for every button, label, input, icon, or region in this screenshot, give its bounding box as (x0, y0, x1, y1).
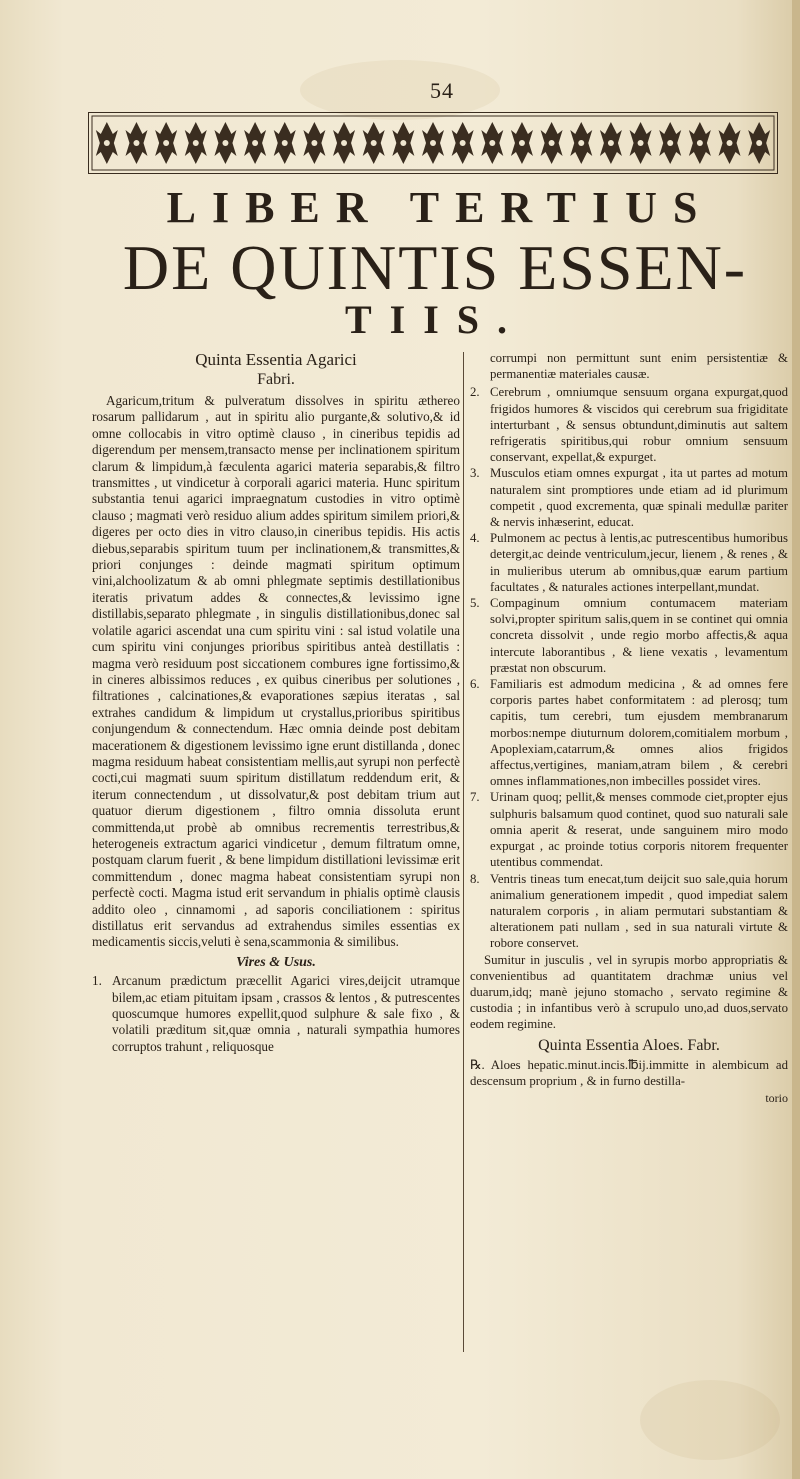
fleuron-dot (608, 140, 614, 146)
item-continuation: corrumpi non permittunt sunt enim persistentiæ & permanentiæ materiales causæ. (490, 351, 788, 382)
fleuron-dot (519, 140, 525, 146)
book-title: LIBER TERTIUS (166, 183, 714, 232)
item-number: 7. (470, 790, 480, 805)
catchword: torio (765, 1090, 788, 1105)
list-item (470, 789, 788, 870)
fleuron-dot (311, 140, 317, 146)
fleuron-dot (756, 140, 762, 146)
fleuron-dot (489, 140, 495, 146)
column-rule (463, 352, 464, 1352)
fleuron-dot (578, 140, 584, 146)
section-author: Fabri. (257, 371, 295, 388)
main-title: DE QUINTIS ESSEN- (122, 232, 748, 303)
item-text: Urinam quoq; pellit,& menses commode ciet,propter ejus sulphuris balsamum quod continet, quod suo naturali sale omnia aperit & reserat, unde sanguinem miro modo expurgat , ac proinde totius corporis nitorem frequenter utentibus commendat. (490, 790, 788, 870)
left-column (92, 350, 460, 1055)
fleuron-dot (371, 140, 377, 146)
page-number: 54 (430, 78, 454, 103)
fleuron-dot (638, 140, 644, 146)
item-text: Pulmonem ac pectus à lentis,ac putrescentibus humoribus detergit,ac deinde ventriculum,jecur, lienem , & renes , & in mulieribus uterum ab omnibus,quæ earum partium facultates , & naturales actiones interpellant,mundat. (490, 531, 788, 594)
fleuron-dot (341, 140, 347, 146)
vires-heading: Vires & Usus. (236, 954, 316, 970)
page-edge (792, 0, 800, 1479)
fleuron-dot (667, 140, 673, 146)
item-number: 1. (92, 973, 102, 989)
item-text: Cerebrum , omniumque sensuum organa expurgat,quod frigidos humores & viscidos qui cerebrum sua frigiditate interturbant , & sensus obtundunt,diminutis aut saltem refrigeratis spiritibus,qui robur omnium sensuum conservant, expellat,& expurget. (490, 385, 788, 465)
fleuron-dot (549, 140, 555, 146)
dosage-text: Sumitur in jusculis , vel in syrupis morbo appropriatis & convenientibus ad quantitatem drachmæ unius vel duarum,idq; manè jejuno stomacho , servato regimine & custodia ; in infantibus verò à scrupulo uno,ad duos,servato eodem regimine. (470, 952, 788, 1032)
fleuron-dot (133, 140, 139, 146)
recipe-body: Agaricum,tritum & pulveratum dissolves in spiritu æthereo rosarum pallidarum , aut in spiritu alio purgante,& solutivo,& id omne collocabis in vitro optimè clauso , in cineribus tepidis ad digerendum per mensem,transacto mense per inclinationem spiritum clarum & limpidum,à fæculenta agarici materia separabis,& filtro transmittes , ut vindicetur à corporali agarici materia. Hunc spiritum substantia tenui agarici impraegnatum custodies in vitro optimè clauso ; magmati verò residuo alium addes spiritum similem priori,& digeres per octo dies in vitro clauso,in cineribus tepidis. His actis diebus,separabis spiritum tuum per inclinationem,& transmittes,& priori conjunges : deinde magmati spiritum optimum vini,alchoolizatum & ab omni phlegmate septimis destillationibus iteratis privatum addes & connectes,& levissimo igne distillabis,separato phlegmate , in singulis distillationibus,donec sal volatile agarici ascendat una cum spiritu vini : sal istud volatile una cum spiritu vini conjunges prioribus spiritibus anteà destillatis : magma verò residuum post siccationem combures igne fortissimo,& in cineres albissimos reduces , ex quibus cineribus per solutiones , filtrationes , calcinationes,& evaporationes sæpius iteratas , sal extrahes candidum & limpidum ut crystallus,prioribus spiritibus conjungendum & connectendum. Hæc omnia deinde post debitam macerationem & digestionem levissimo igne erunt distillanda , donec magma residuum habeat consistentiam mellis,aut syrupi non perfectè cocti,cui magmati suum spiritum distillatum reddendum erit, & iterum connectendum , ut dissolvatur,& post debitam trium aut quatuor dierum digestionem , filtro omnia dissoluta erunt committenda,ut probè ab omnibus recrementis terrestribus,& heterogeneis extractum agarici vindicetur , demum filtratum omne, postquam clarum fuerit , & bene limpidum distillationi levissimæ erit committendum , donec magma habeat consistentiam syrupi non perfectè cocti. Magma istud erit servandum in phialis optimè clausis addito oleo , cinnamomi , ad saporis conciliationem : spiritus distillatus erit servandus ad extrahendus similes essentias ex medicamentis siccis,veluti è sena,scammonia & similibus. (92, 393, 460, 950)
fleuron-dot (727, 140, 733, 146)
item-text: Familiaris est admodum medicina , & ad omnes fere corporis partes habet conformitatem : ad plerosq; tum capitis, tum cerebri, tum ejusdem membranarum morbos:nempe diuturnum dolorem,comitialem morbum , Apoplexiam,catarrum,& omnes alios frigidos affectus,vertigines, maniam,atram bilem , & cerebri omnes inflammationes,non imbecilles possidet vires. (490, 677, 788, 789)
fleuron-dot (282, 140, 288, 146)
item-number: 2. (470, 385, 480, 400)
item-text: Arcanum prædictum præcellit Agarici vires,deijcit utramque bilem,ac etiam pituitam ipsam , crassos & lentos , & putrescentes quoscumque humores expellit,quod sulphure & sale fixo , & volatili præditum sit,quæ omnia , naturali sympathia humores corruptos trahunt , reliquosque (112, 973, 460, 1054)
fleuron-dot (104, 140, 110, 146)
item-text: Ventris tineas tum enecat,tum deijcit suo sale,quia horum animalium generationem impedit , quod impediat salem naturalem corporis , in aliam permutari substantiam & alterationem pati nullam , sed in sua naturali virtute & robore conservet. (490, 871, 788, 951)
fleuron-dot (163, 140, 169, 146)
item-text: Musculos etiam omnes expurgat , ita ut partes ad motum naturalem sint promptiores unde etiam ad id plurimum competit , quod excrementa, quæ spinali medullæ pariter & nervis inhæserint, educat. (490, 466, 788, 530)
list-item (92, 973, 460, 1055)
right-column (470, 350, 788, 1106)
list-item (470, 384, 788, 465)
item-text: Compaginum omnium contumacem materiam solvi,propter spiritum salis,quem in se continet qui omnia concreta dissolvit , unde regio morbo affectis,& aqua intercute laborantibus , & liene vexatis , levamentum præstat non obscurum. (490, 596, 788, 675)
recipe-text: ℞. Aloes hepatic.minut.incis.℔ij.immitte in alembicum ad descensum proprium , & in furno destilla- (470, 1057, 788, 1088)
fleuron-dot (252, 140, 258, 146)
main-title-end: TIIS. (344, 297, 526, 342)
item-number: 5. (470, 596, 480, 611)
item-number: 8. (470, 871, 480, 886)
fleuron-dot (222, 140, 228, 146)
item-number: 4. (470, 531, 480, 546)
item-number: 3. (470, 466, 480, 481)
list-item (470, 595, 788, 676)
fleuron-dot (430, 140, 436, 146)
stain (640, 1380, 780, 1460)
fleuron-dot (697, 140, 703, 146)
stain (300, 60, 500, 120)
list-item (470, 465, 788, 530)
list-item (470, 530, 788, 595)
list-item (470, 676, 788, 789)
fleuron-dot (460, 140, 466, 146)
list-item (470, 871, 788, 952)
fleuron-dot (400, 140, 406, 146)
item-number: 6. (470, 677, 480, 692)
section-heading: Quinta Essentia Agarici (195, 350, 357, 369)
section-heading: Quinta Essentia Aloes. Fabr. (538, 1036, 720, 1054)
fleuron-band-icon (88, 112, 778, 174)
fleuron-dot (193, 140, 199, 146)
